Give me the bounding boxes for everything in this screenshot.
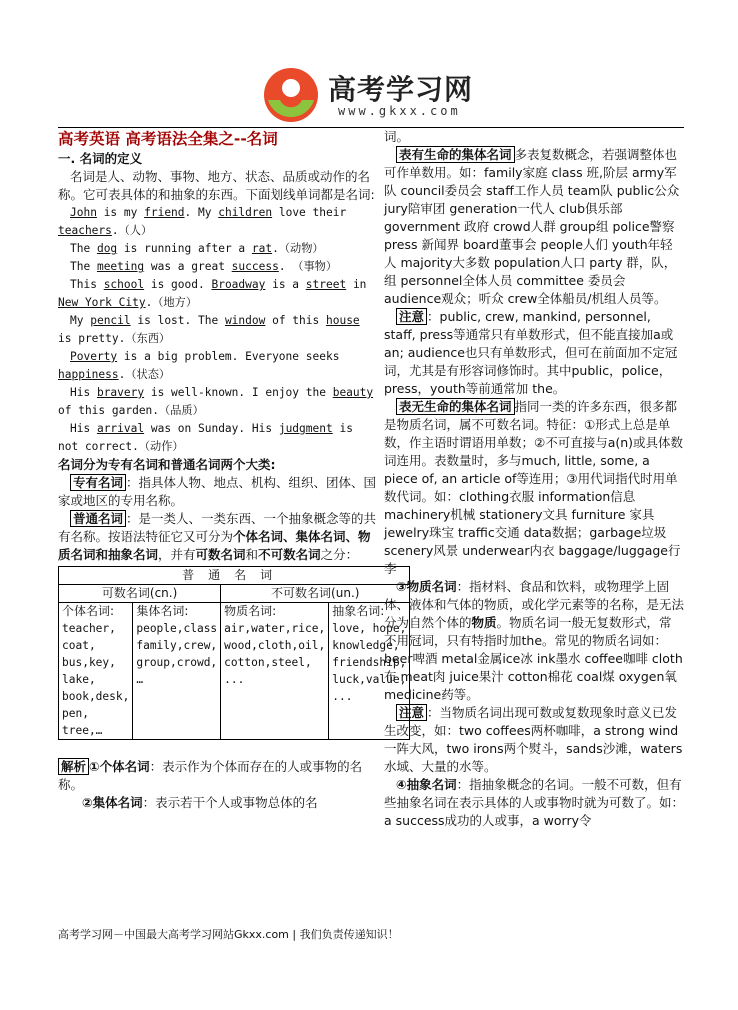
- common-noun-def: 普通名词 ：是一类人、一类东西、一个抽象概念等的共有名称。按语法特征它又可分为个体名词、集体名词、物质名词和抽象名词，并有可数名词和不可数名词之分：: [58, 511, 377, 562]
- analysis-paragraph: ②集体名词：表示若干个人或事物总体的名: [82, 795, 318, 810]
- note-paragraph: 注意 ：public, crew, mankind, personnel, staff, press等通常只有单数形式，但不能直接加a或an; audience也只有单数形式，但可在前面加不定冠词，尤其是有形容词修饰时。其中public，police，press，youth等前通常加 the。: [384, 309, 678, 396]
- material-noun-para: ③物质名词：指材料、食品和饮料，或物理学上固体、液体和气体的物质，或化学元素等的名称，是无法分为自然个体的物质。物质名词一般无复数形式，常不用冠词，只有特指时加the。常见的物质名词如：beer啤酒 metal金属ice冰 ink墨水 coffee咖啡 cloth布 meat肉 juice果汁 cotton棉花 coal煤 oxygen氧 medicine药等。: [384, 579, 685, 702]
- inanimate-collective-para: 表无生命的集体名词 指同一类的许多东西，很多都是物质名词，属不可数名词。特征：①形式上总是单数，作主语时谓语用单数；②不可直接与a(n)或具体数词连用。表数量时，多与much, little, some, a piece of, an article of等连用；③用代词指代时用单数代词。如：clothing衣服 information信息 machinery机械 stationery文具 furniture 家具 jewelry珠宝 traffic交通 data数据；garbage垃圾 scenery风景 underwear内衣 baggage/luggage行李: [384, 399, 684, 576]
- countable-header: 可数名词(cn.): [59, 585, 221, 603]
- definition-text: 名词是人、动物、事物、地方、状态、品质或动作的名称。它可表具体的和抽象的东西。下面划线单词都是名词:: [58, 169, 375, 202]
- proper-noun-def: 专有名词 ：指具体人物、地点、机构、组织、团体、国家或地区的专用名称。: [58, 475, 377, 508]
- logo-title: 高考学习网: [328, 73, 474, 106]
- table-cell: 集体名词: people,class family,crew, group,crowd, …: [133, 603, 221, 740]
- example-sentence: His bravery is well-known. I enjoy the beauty of this garden.（品质）: [58, 386, 374, 417]
- logo-emblem-icon: [262, 66, 320, 124]
- logo-url: www.gkxx.com: [338, 104, 461, 118]
- animate-collective-para: 表有生命的集体名词 多表复数概念，若强调整体也可作单数用。如：family家庭 class 班,阶层 army军队 council委员会 staff工作人员 team队 public公众 jury陪审团 generation一代人 club俱乐部 government 政府 crowd人群 group组 police警察 press 新闻界 board董事会 people人们 youth年轻人 majority大多数 population人口 party 群，队，组 personnel全体人员 committee 委员会 audience观众；听众 crew全体船员/机组人员等。: [384, 147, 680, 306]
- example-sentence: This school is good. Broadway is a street in New York City.（地方）: [58, 278, 367, 309]
- example-sentence: His arrival was on Sunday. His judgment is not correct.（动作）: [58, 422, 353, 453]
- table-cell: 物质名词: air,water,rice, wood,cloth,oil, cotton,steel, ...: [221, 603, 329, 740]
- abstract-noun-para: ④抽象名词：指抽象概念的名词。一般不可数，但有些抽象名词在表示具体的人或事物时就为可数了。如：a success成功的人或事，a worry令: [384, 777, 685, 828]
- table-cell: 抽象名词: love, hope, knowledge, friendship, luck,value, ...: [329, 603, 410, 740]
- left-column: [58, 128, 407, 812]
- example-sentence: Poverty is a big problem. Everyone seeks happiness.（状态）: [58, 350, 340, 381]
- page-title: 高考英语 高考语法全集之--名词: [58, 130, 278, 148]
- example-sentence: The meeting was a great success. （事物）: [70, 260, 338, 273]
- page-footer: 高考学习网－中国最大高考学习网站Gkxx.com | 我们负责传递知识！: [58, 928, 399, 941]
- table-cell: 个体名词: teacher, coat, bus,key, lake, book,desk, pen, tree,…: [59, 603, 133, 740]
- uncountable-header: 不可数名词(un.): [221, 585, 410, 603]
- noun-category-heading: 名词分为专有名词和普通名词两个大类:: [58, 457, 276, 472]
- table-header: 普通名词: [59, 567, 410, 585]
- section-heading: 一. 名词的定义: [58, 151, 143, 166]
- site-logo: [262, 66, 502, 128]
- analysis-paragraph: 解析 ①个体名词：表示作为个体而存在的人或事物的名称。: [58, 759, 363, 792]
- continued-text: 词。: [384, 129, 410, 144]
- example-sentence: The dog is running after a rat.（动物）: [70, 242, 324, 255]
- note-paragraph: 注意 ：当物质名词出现可数或复数现象时意义已发生改变，如：two coffees两杯咖啡，a strong wind一阵大风，two irons两个熨斗，sands沙滩，waters水域、大量的水等。: [384, 705, 683, 774]
- noun-classification-table: [58, 566, 410, 740]
- right-column: [384, 128, 684, 830]
- example-sentence: John is my friend. My children love their teachers.（人）: [58, 206, 347, 237]
- example-sentence: My pencil is lost. The window of this house is pretty.（东西）: [58, 314, 360, 345]
